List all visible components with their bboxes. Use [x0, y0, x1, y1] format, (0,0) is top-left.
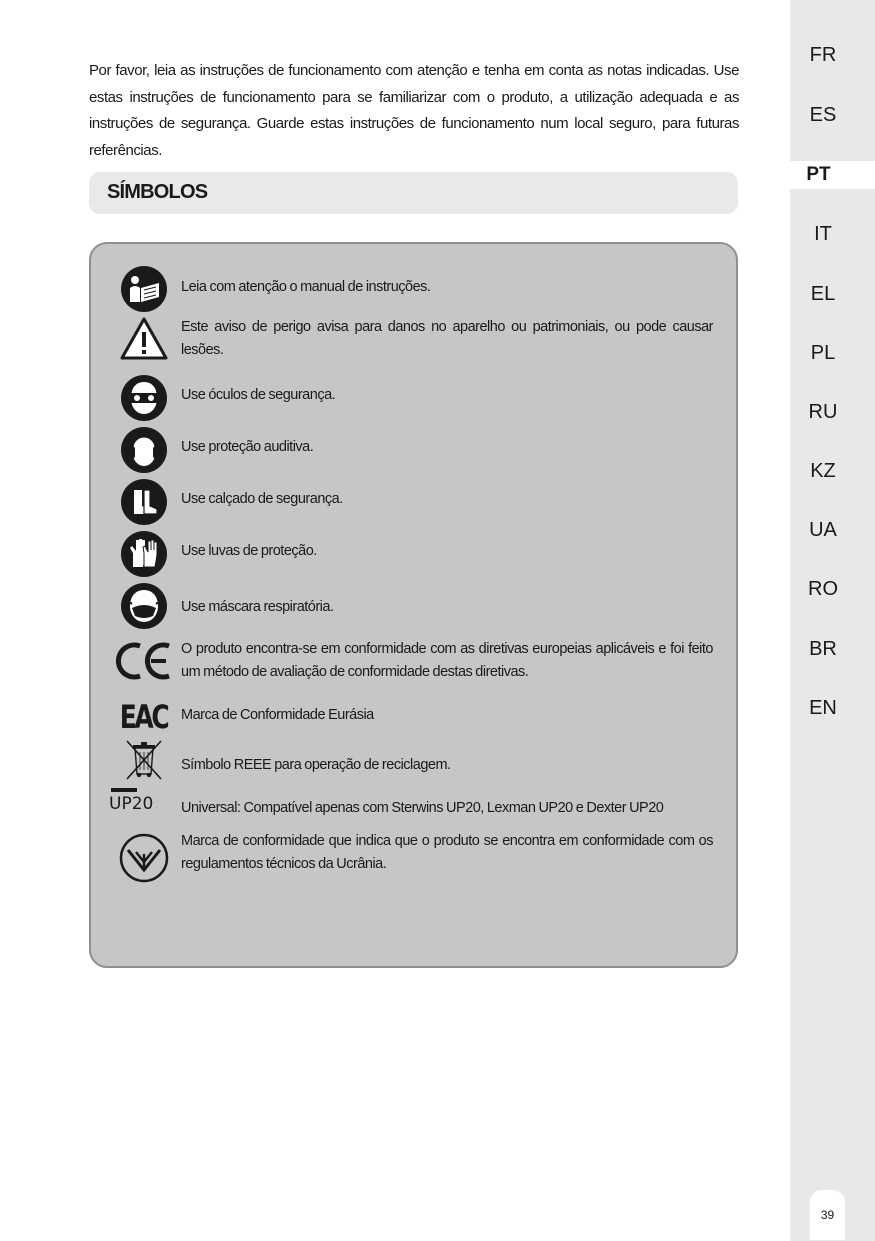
- safety-goggles-icon: [107, 374, 181, 422]
- page-number: 39: [810, 1190, 845, 1240]
- lang-tab-pt-active[interactable]: [790, 161, 875, 189]
- weee-bin-icon: [107, 738, 181, 782]
- lang-tab-pt-label: PT: [806, 164, 831, 185]
- section-title-bar: [89, 172, 738, 214]
- lang-tab-br[interactable]: BR: [809, 638, 837, 660]
- warning-icon: [107, 314, 181, 364]
- symbol-row: [91, 426, 736, 474]
- symbol-description: Símbolo REEE para operação de reciclagem.: [181, 757, 451, 773]
- symbol-row: [91, 786, 736, 816]
- symbol-description: Use calçado de segurança.: [181, 491, 343, 507]
- lang-tab-ru[interactable]: RU: [808, 401, 838, 423]
- intro-paragraph: Por favor, leia as instruções de funcionamento com atenção e tenha em conta as notas indicadas. Use estas instruções de funcionamento para se familiarizar com o produto, a utilização adequada e as instruções de segurança. Guarde estas instruções de funcionamento num local seguro, para futuras referências.: [89, 62, 739, 159]
- ukraine-conformity-icon: [107, 828, 181, 888]
- symbol-description: Use luvas de proteção.: [181, 543, 317, 559]
- lang-tab-en[interactable]: EN: [809, 697, 837, 719]
- up20-label: UP20: [109, 794, 154, 814]
- symbol-description: Este aviso de perigo avisa para danos no aparelho ou patrimoniais, ou pode causar lesões.: [181, 319, 713, 358]
- ear-protection-icon: [107, 426, 181, 474]
- symbol-description: Universal: Compatível apenas com Sterwins UP20, Lexman UP20 e Dexter UP20: [181, 800, 664, 816]
- symbol-row: [91, 266, 736, 312]
- symbol-row: [91, 738, 736, 782]
- lang-tab-el[interactable]: EL: [810, 283, 836, 305]
- safety-boots-icon: [107, 478, 181, 526]
- symbol-description: Leia com atenção o manual de instruções.: [181, 279, 431, 295]
- section-title: SÍMBOLOS: [107, 181, 208, 203]
- symbol-row: [91, 636, 736, 686]
- lang-tab-fr[interactable]: FR: [809, 44, 837, 66]
- lang-tab-es[interactable]: ES: [809, 104, 837, 126]
- lang-tab-it[interactable]: IT: [814, 223, 832, 245]
- symbol-row: [91, 314, 736, 364]
- symbol-row: [91, 478, 736, 526]
- symbol-row: [91, 582, 736, 630]
- eac-mark-icon: [107, 696, 181, 738]
- symbol-row: [91, 828, 736, 888]
- lang-tab-kz[interactable]: KZ: [810, 460, 836, 482]
- symbol-description: Use óculos de segurança.: [181, 387, 336, 403]
- symbol-description: Use máscara respiratória.: [181, 599, 334, 615]
- up20-icon: [105, 786, 179, 816]
- symbol-row: [91, 696, 736, 738]
- gloves-icon: [107, 530, 181, 578]
- symbol-description: Marca de Conformidade Eurásia: [181, 707, 374, 723]
- eac-label: EAC: [120, 698, 168, 736]
- symbol-description: Marca de conformidade que indica que o produto se encontra em conformidade com os regulamentos técnicos da Ucrânia.: [181, 833, 713, 872]
- symbol-description: O produto encontra-se em conformidade com as diretivas europeias aplicáveis e foi feito um método de avaliação de conformidade destas diretivas.: [181, 641, 713, 680]
- symbol-row: [91, 374, 736, 422]
- lang-tab-pl[interactable]: PL: [810, 342, 836, 364]
- ce-mark-icon: [107, 636, 181, 686]
- symbol-row: [91, 530, 736, 578]
- lang-tab-ua[interactable]: UA: [809, 519, 837, 541]
- respirator-mask-icon: [107, 582, 181, 630]
- lang-tab-ro[interactable]: RO: [808, 578, 838, 600]
- symbol-description: Use proteção auditiva.: [181, 439, 314, 455]
- manual-icon: [107, 266, 181, 312]
- language-sidebar: [790, 0, 875, 1241]
- symbols-panel: [89, 242, 738, 968]
